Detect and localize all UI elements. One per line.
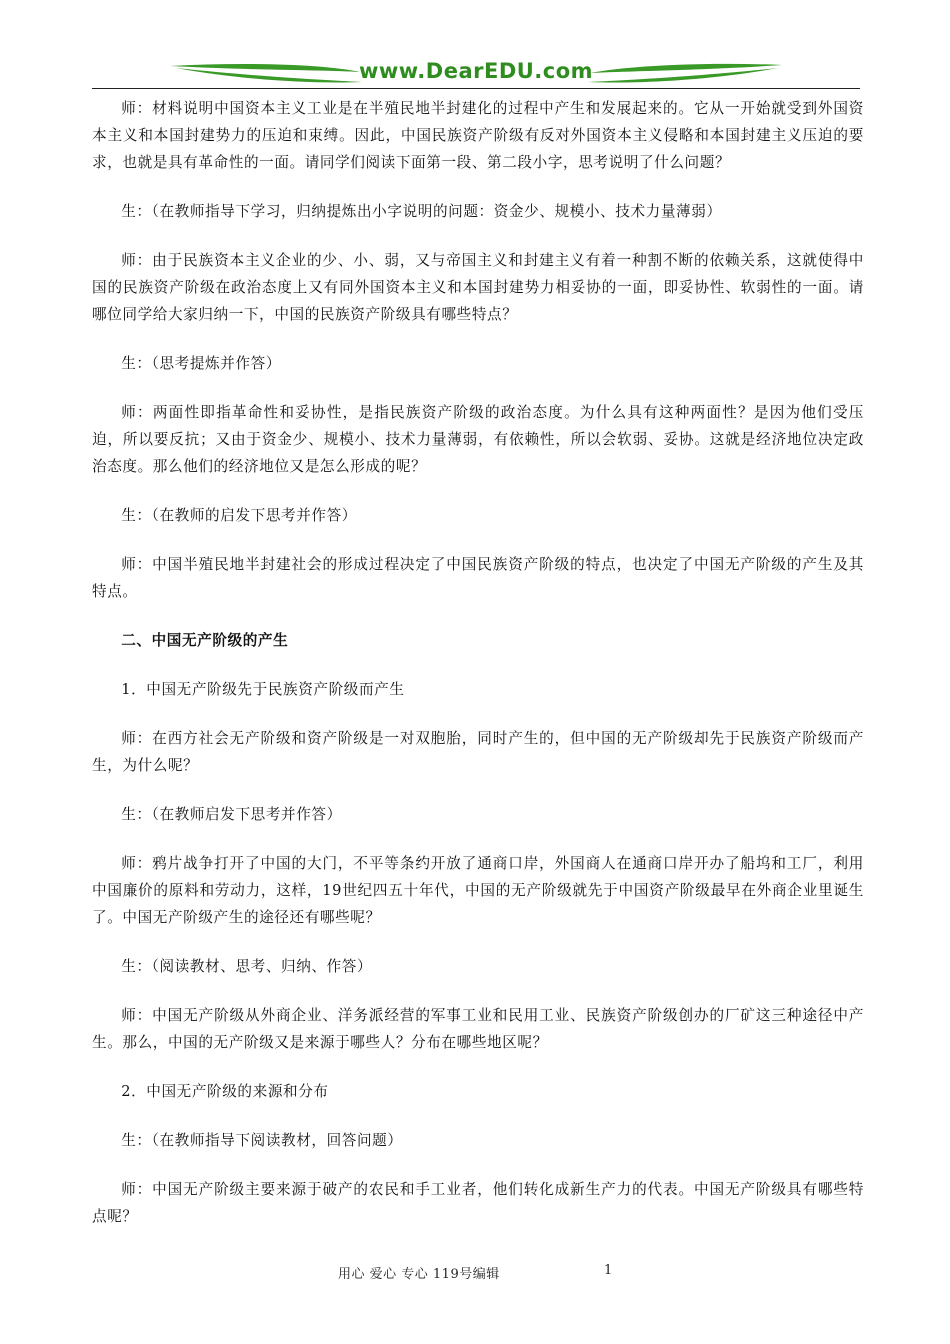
page-number: 1 bbox=[604, 1263, 613, 1278]
page-footer bbox=[0, 1263, 950, 1283]
section-heading: 二、中国无产阶级的产生 bbox=[121, 632, 289, 649]
paragraph: 师：两面性即指革命性和妥协性，是指民族资产阶级的政治态度。为什么具有这种两面性？是因为他们受压迫，所以要反抗；又由于资金少、规模小、技术力量薄弱，有依赖性，所以会软弱、妥协。这就是经济地位决定政治态度。那么他们的经济地位又是怎么形成的呢？ bbox=[92, 404, 864, 475]
paragraph: 师：材料说明中国资本主义工业是在半殖民地半封建化的过程中产生和发展起来的。它从一开始就受到外国资本主义和本国封建势力的压迫和束缚。因此，中国民族资产阶级有反对外国资本主义侵略和本国封建主义压迫的要求，也就是具有革命性的一面。请同学们阅读下面第一段、第二段小字，思考说明了什么问题？ bbox=[92, 100, 864, 171]
page-header bbox=[92, 58, 860, 92]
footer-text: 用心 爱心 专心 119号编辑 bbox=[338, 1267, 500, 1282]
paragraph: 生：（在教师启发下思考并作答） bbox=[121, 806, 342, 823]
logo-text: www.DearEDU.com bbox=[358, 59, 594, 83]
paragraph: 师：由于民族资本主义企业的少、小、弱，又与帝国主义和封建主义有着一种割不断的依赖关系，这就使得中国的民族资产阶级在政治态度上又有同外国资本主义和本国封建势力相妥协的一面，即妥协性、软弱性的一面。请哪位同学给大家归纳一下，中国的民族资产阶级具有哪些特点？ bbox=[92, 252, 864, 323]
document-body bbox=[92, 95, 864, 1252]
paragraph: 生：（在教师的启发下思考并作答） bbox=[121, 507, 357, 524]
paragraph: 师：中国无产阶级主要来源于破产的农民和手工业者，他们转化成新生产力的代表。中国无产阶级具有哪些特点呢？ bbox=[92, 1181, 864, 1225]
paragraph: 师：在西方社会无产阶级和资产阶级是一对双胞胎，同时产生的，但中国的无产阶级却先于民族资产阶级而产生，为什么呢？ bbox=[92, 730, 864, 774]
header-divider bbox=[92, 88, 860, 89]
dearedu-logo bbox=[92, 58, 860, 88]
paragraph: 1．中国无产阶级先于民族资产阶级而产生 bbox=[121, 681, 405, 698]
paragraph: 师：中国无产阶级从外商企业、洋务派经营的军事工业和民用工业、民族资产阶级创办的厂矿这三种途径中产生。那么，中国的无产阶级又是来源于哪些人？分布在哪些地区呢？ bbox=[92, 1007, 864, 1051]
paragraph: 生：（阅读教材、思考、归纳、作答） bbox=[121, 958, 373, 975]
paragraph: 2．中国无产阶级的来源和分布 bbox=[121, 1083, 329, 1100]
paragraph: 师：中国半殖民地半封建社会的形成过程决定了中国民族资产阶级的特点，也决定了中国无产阶级的产生及其特点。 bbox=[92, 556, 864, 600]
paragraph: 生：（在教师指导下学习，归纳提炼出小字说明的问题：资金少、规模小、技术力量薄弱） bbox=[121, 203, 722, 220]
paragraph: 师：鸦片战争打开了中国的大门，不平等条约开放了通商口岸，外国商人在通商口岸开办了船坞和工厂，利用中国廉价的原料和劳动力，这样，19世纪四五十年代，中国的无产阶级就先于中国资产阶级最早在外商企业里诞生了。中国无产阶级产生的途径还有哪些呢？ bbox=[92, 855, 864, 926]
paragraph: 生：（在教师指导下阅读教材，回答问题） bbox=[121, 1132, 403, 1149]
paragraph: 生：（思考提炼并作答） bbox=[121, 355, 282, 372]
